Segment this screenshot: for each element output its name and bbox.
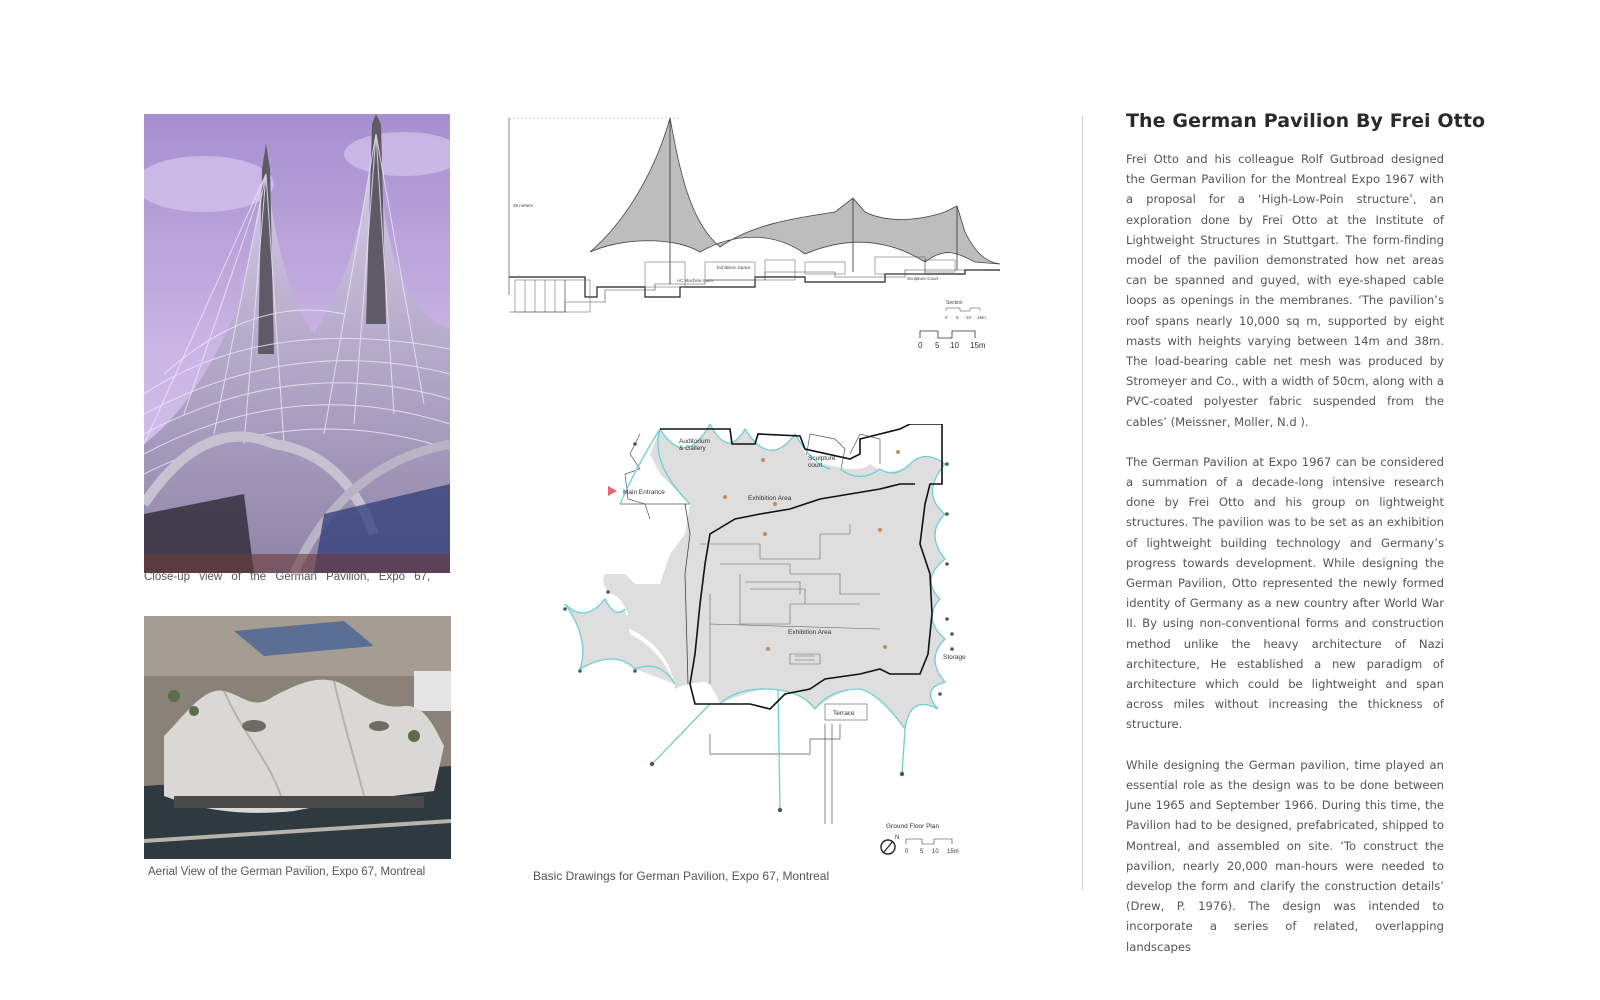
plan-scale-1: 5 bbox=[920, 849, 924, 855]
section-scale-large-0: 0 bbox=[918, 341, 923, 350]
section-drawing bbox=[505, 112, 1025, 352]
closeup-caption: Close-up view of the German Pavilion, Expo 67, bbox=[144, 571, 431, 583]
aerial-caption: Aerial View of the German Pavilion, Expo 67, Montreal bbox=[148, 866, 426, 878]
ground-floor-plan bbox=[560, 424, 1000, 864]
aerial-photo bbox=[144, 616, 451, 859]
label-auditorium-2: & Gallery bbox=[679, 445, 706, 452]
label-auditorium-1: Auditorium bbox=[679, 438, 711, 445]
label-sculpture-2: court bbox=[808, 462, 823, 469]
section-scale-small-1: 5 bbox=[956, 315, 959, 320]
label-main-entrance: Main Entrance bbox=[623, 489, 665, 496]
closeup-photo bbox=[144, 114, 450, 573]
label-exhibition-bottom: Exhibition Area bbox=[788, 629, 832, 636]
plan-scale-0: 0 bbox=[905, 849, 909, 855]
article-body bbox=[1126, 149, 1444, 977]
label-terrace: Terrace bbox=[833, 710, 855, 717]
entrance-marker-icon bbox=[608, 486, 617, 496]
article-title: The German Pavilion By Frei Otto bbox=[1126, 110, 1486, 132]
section-label-sculpture: Sculpture Court bbox=[907, 276, 939, 281]
plan-scale-3: 15m bbox=[947, 849, 959, 855]
section-scale-large-2: 10 bbox=[950, 341, 959, 350]
drawings-caption: Basic Drawings for German Pavilion, Expo 67, Montreal bbox=[533, 869, 830, 883]
section-scale-large-1: 5 bbox=[935, 341, 940, 350]
article-paragraph-2: The German Pavilion at Expo 1967 can be considered a summation of a decade-long intensive research done by Frei Otto and his group on lightweight structures. The pavilion was to be set as an exhibition of lightweight building technology and Germany’s progress towards development. While designing the German Pavilion, Otto represented the newly formed identity of Germany as a new country after World War II. By using non-conventional forms and construction method unlike the heavy architecture of Nazi architecture, He established a new paradigm of architecture which could be lightweight and span across miles without increasing the thickness of structure. bbox=[1126, 454, 1444, 732]
section-scale-large-3: 15m bbox=[970, 341, 986, 350]
column-divider bbox=[1082, 116, 1083, 890]
section-label-exhibition: Exhibition Space bbox=[717, 265, 751, 270]
article-paragraph-1: Frei Otto and his colleague Rolf Gutbroad designed the German Pavilion for the Montreal Expo 1967 with a proposal for a ‘High-Low-Poin structure’, an exploration done by Frei Otto at the Institute of Lightweight Structures in Stuttgart. The form-finding model of the pavilion demonstrated how net areas can be spanned and guyed, with eye-shaped cable loops as openings in the membranes. ‘The pavilion’s roof spans nearly 10,000 sq m, supported by eight masts with heights varying between 14m and 38m. The load-bearing cable net mesh was produced by Stromeyer and Co., with a width of 50cm, along with a PVC-coated polyester fabric suspended from the cables’ (Meissner, Moller, N.d ). bbox=[1126, 152, 1444, 429]
label-storage: Storage bbox=[943, 654, 966, 661]
north-label: N bbox=[895, 835, 900, 841]
section-scale-small-0: 0 bbox=[945, 315, 948, 320]
article-paragraph-3: While designing the German pavilion, time played an essential role as the design was to be done between June 1965 and September 1966. During this time, the Pavilion had to be designed, prefabricated, shipped to Montreal, and assembled on site. ‘To construct the pavilion, nearly 20,000 man-hours were needed to develop the form and clarify the construction details’ (Drew, P. 1976). The design was intended to incorporate a series of related, overlapping landscapes bbox=[1126, 757, 1444, 954]
label-exhibition-top: Exhibition Area bbox=[748, 495, 792, 502]
label-sculpture-1: Sculpture bbox=[808, 455, 836, 462]
section-height-label: 38 meters bbox=[513, 203, 534, 208]
section-scale-small-3: 15m bbox=[977, 315, 986, 320]
section-title: Section bbox=[946, 300, 963, 306]
section-scale-small-2: 10 bbox=[966, 315, 972, 320]
plan-scale-2: 10 bbox=[932, 849, 939, 855]
plan-title: Ground Floor Plan bbox=[886, 823, 940, 830]
section-label-ac: AC Machine room bbox=[677, 278, 714, 283]
